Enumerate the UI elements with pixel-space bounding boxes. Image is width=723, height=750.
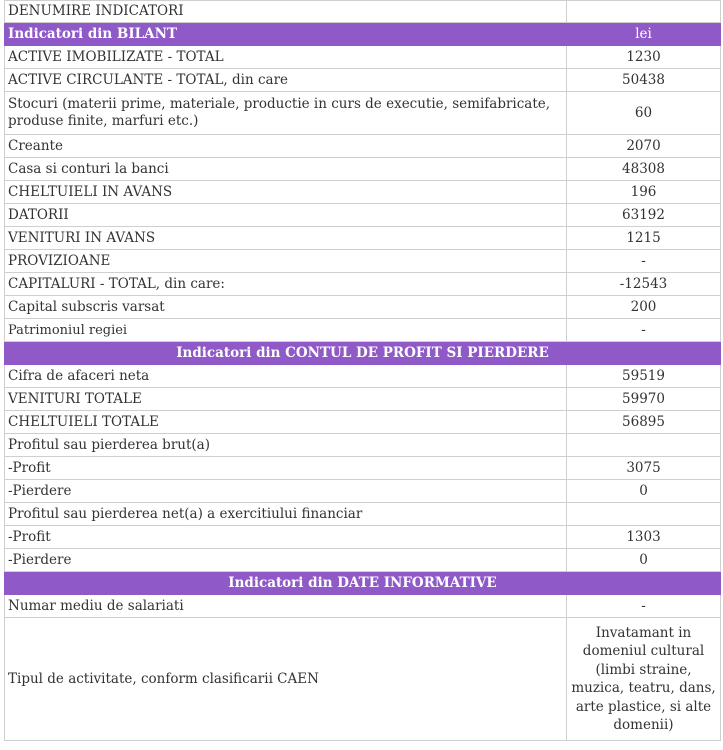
row-label: VENITURI TOTALE	[5, 388, 567, 411]
row-value: 1303	[567, 526, 721, 549]
row-label: Numar mediu de salariati	[5, 595, 567, 618]
row-value: 60	[567, 92, 721, 135]
row-value: 1230	[567, 46, 721, 69]
row-value: 196	[567, 181, 721, 204]
table-row	[5, 618, 721, 741]
row-label: -Pierdere	[5, 549, 567, 572]
row-value: 2070	[567, 135, 721, 158]
row-label: CAPITALURI - TOTAL, din care:	[5, 273, 567, 296]
table-row	[5, 457, 721, 480]
section-header-bilant	[5, 23, 721, 46]
row-label: ACTIVE IMOBILIZATE - TOTAL	[5, 46, 567, 69]
table-row	[5, 135, 721, 158]
row-label: Profitul sau pierderea brut(a)	[5, 434, 567, 457]
table-row	[5, 319, 721, 342]
row-label: ACTIVE CIRCULANTE - TOTAL, din care	[5, 69, 567, 92]
row-value: Invatamant in domeniul cultural (limbi straine, muzica, teatru, dans, arte plastice, si alte domenii)	[567, 618, 721, 741]
table-row	[5, 92, 721, 135]
section-title: Indicatori din CONTUL DE PROFIT SI PIERDERE	[5, 342, 721, 365]
row-label: CHELTUIELI IN AVANS	[5, 181, 567, 204]
header-label: DENUMIRE INDICATORI	[5, 1, 567, 23]
table-row	[5, 549, 721, 572]
row-value	[567, 503, 721, 526]
section-title: Indicatori din BILANT	[5, 23, 567, 46]
unit-label: lei	[567, 23, 721, 46]
row-value: 59970	[567, 388, 721, 411]
table-row	[5, 388, 721, 411]
row-value: 63192	[567, 204, 721, 227]
table-row	[5, 526, 721, 549]
row-value: 0	[567, 480, 721, 503]
row-value: -12543	[567, 273, 721, 296]
row-label: -Pierdere	[5, 480, 567, 503]
row-value: 48308	[567, 158, 721, 181]
table-row	[5, 365, 721, 388]
row-value: 1215	[567, 227, 721, 250]
table-row	[5, 69, 721, 92]
table-row	[5, 595, 721, 618]
row-label: PROVIZIOANE	[5, 250, 567, 273]
table-row	[5, 158, 721, 181]
table-header-row	[5, 1, 721, 23]
section-header-info	[5, 572, 721, 595]
row-value: -	[567, 250, 721, 273]
table-row	[5, 480, 721, 503]
row-value: 59519	[567, 365, 721, 388]
row-value: -	[567, 319, 721, 342]
row-label: Casa si conturi la banci	[5, 158, 567, 181]
row-label: -Profit	[5, 526, 567, 549]
table-row	[5, 204, 721, 227]
financial-indicators-table	[4, 0, 721, 741]
row-label: -Profit	[5, 457, 567, 480]
table-row	[5, 411, 721, 434]
row-label: Tipul de activitate, conform clasificarii CAEN	[5, 618, 567, 741]
row-value: 200	[567, 296, 721, 319]
table-row	[5, 46, 721, 69]
table-row	[5, 250, 721, 273]
row-value: 3075	[567, 457, 721, 480]
table-row	[5, 296, 721, 319]
row-label: Profitul sau pierderea net(a) a exercitiului financiar	[5, 503, 567, 526]
row-label: Stocuri (materii prime, materiale, productie in curs de executie, semifabricate, produse finite, marfuri etc.)	[5, 92, 567, 135]
table-row	[5, 181, 721, 204]
row-label: VENITURI IN AVANS	[5, 227, 567, 250]
row-value: 50438	[567, 69, 721, 92]
row-value: -	[567, 595, 721, 618]
table-row	[5, 503, 721, 526]
section-header-profit	[5, 342, 721, 365]
row-label: Cifra de afaceri neta	[5, 365, 567, 388]
row-label: Capital subscris varsat	[5, 296, 567, 319]
row-label: Creante	[5, 135, 567, 158]
row-value	[567, 434, 721, 457]
row-label: CHELTUIELI TOTALE	[5, 411, 567, 434]
row-label: Patrimoniul regiei	[5, 319, 567, 342]
header-value-cell	[567, 1, 721, 23]
section-title: Indicatori din DATE INFORMATIVE	[5, 572, 721, 595]
table-row	[5, 434, 721, 457]
row-value: 56895	[567, 411, 721, 434]
row-value: 0	[567, 549, 721, 572]
row-label: DATORII	[5, 204, 567, 227]
table-row	[5, 273, 721, 296]
table-row	[5, 227, 721, 250]
